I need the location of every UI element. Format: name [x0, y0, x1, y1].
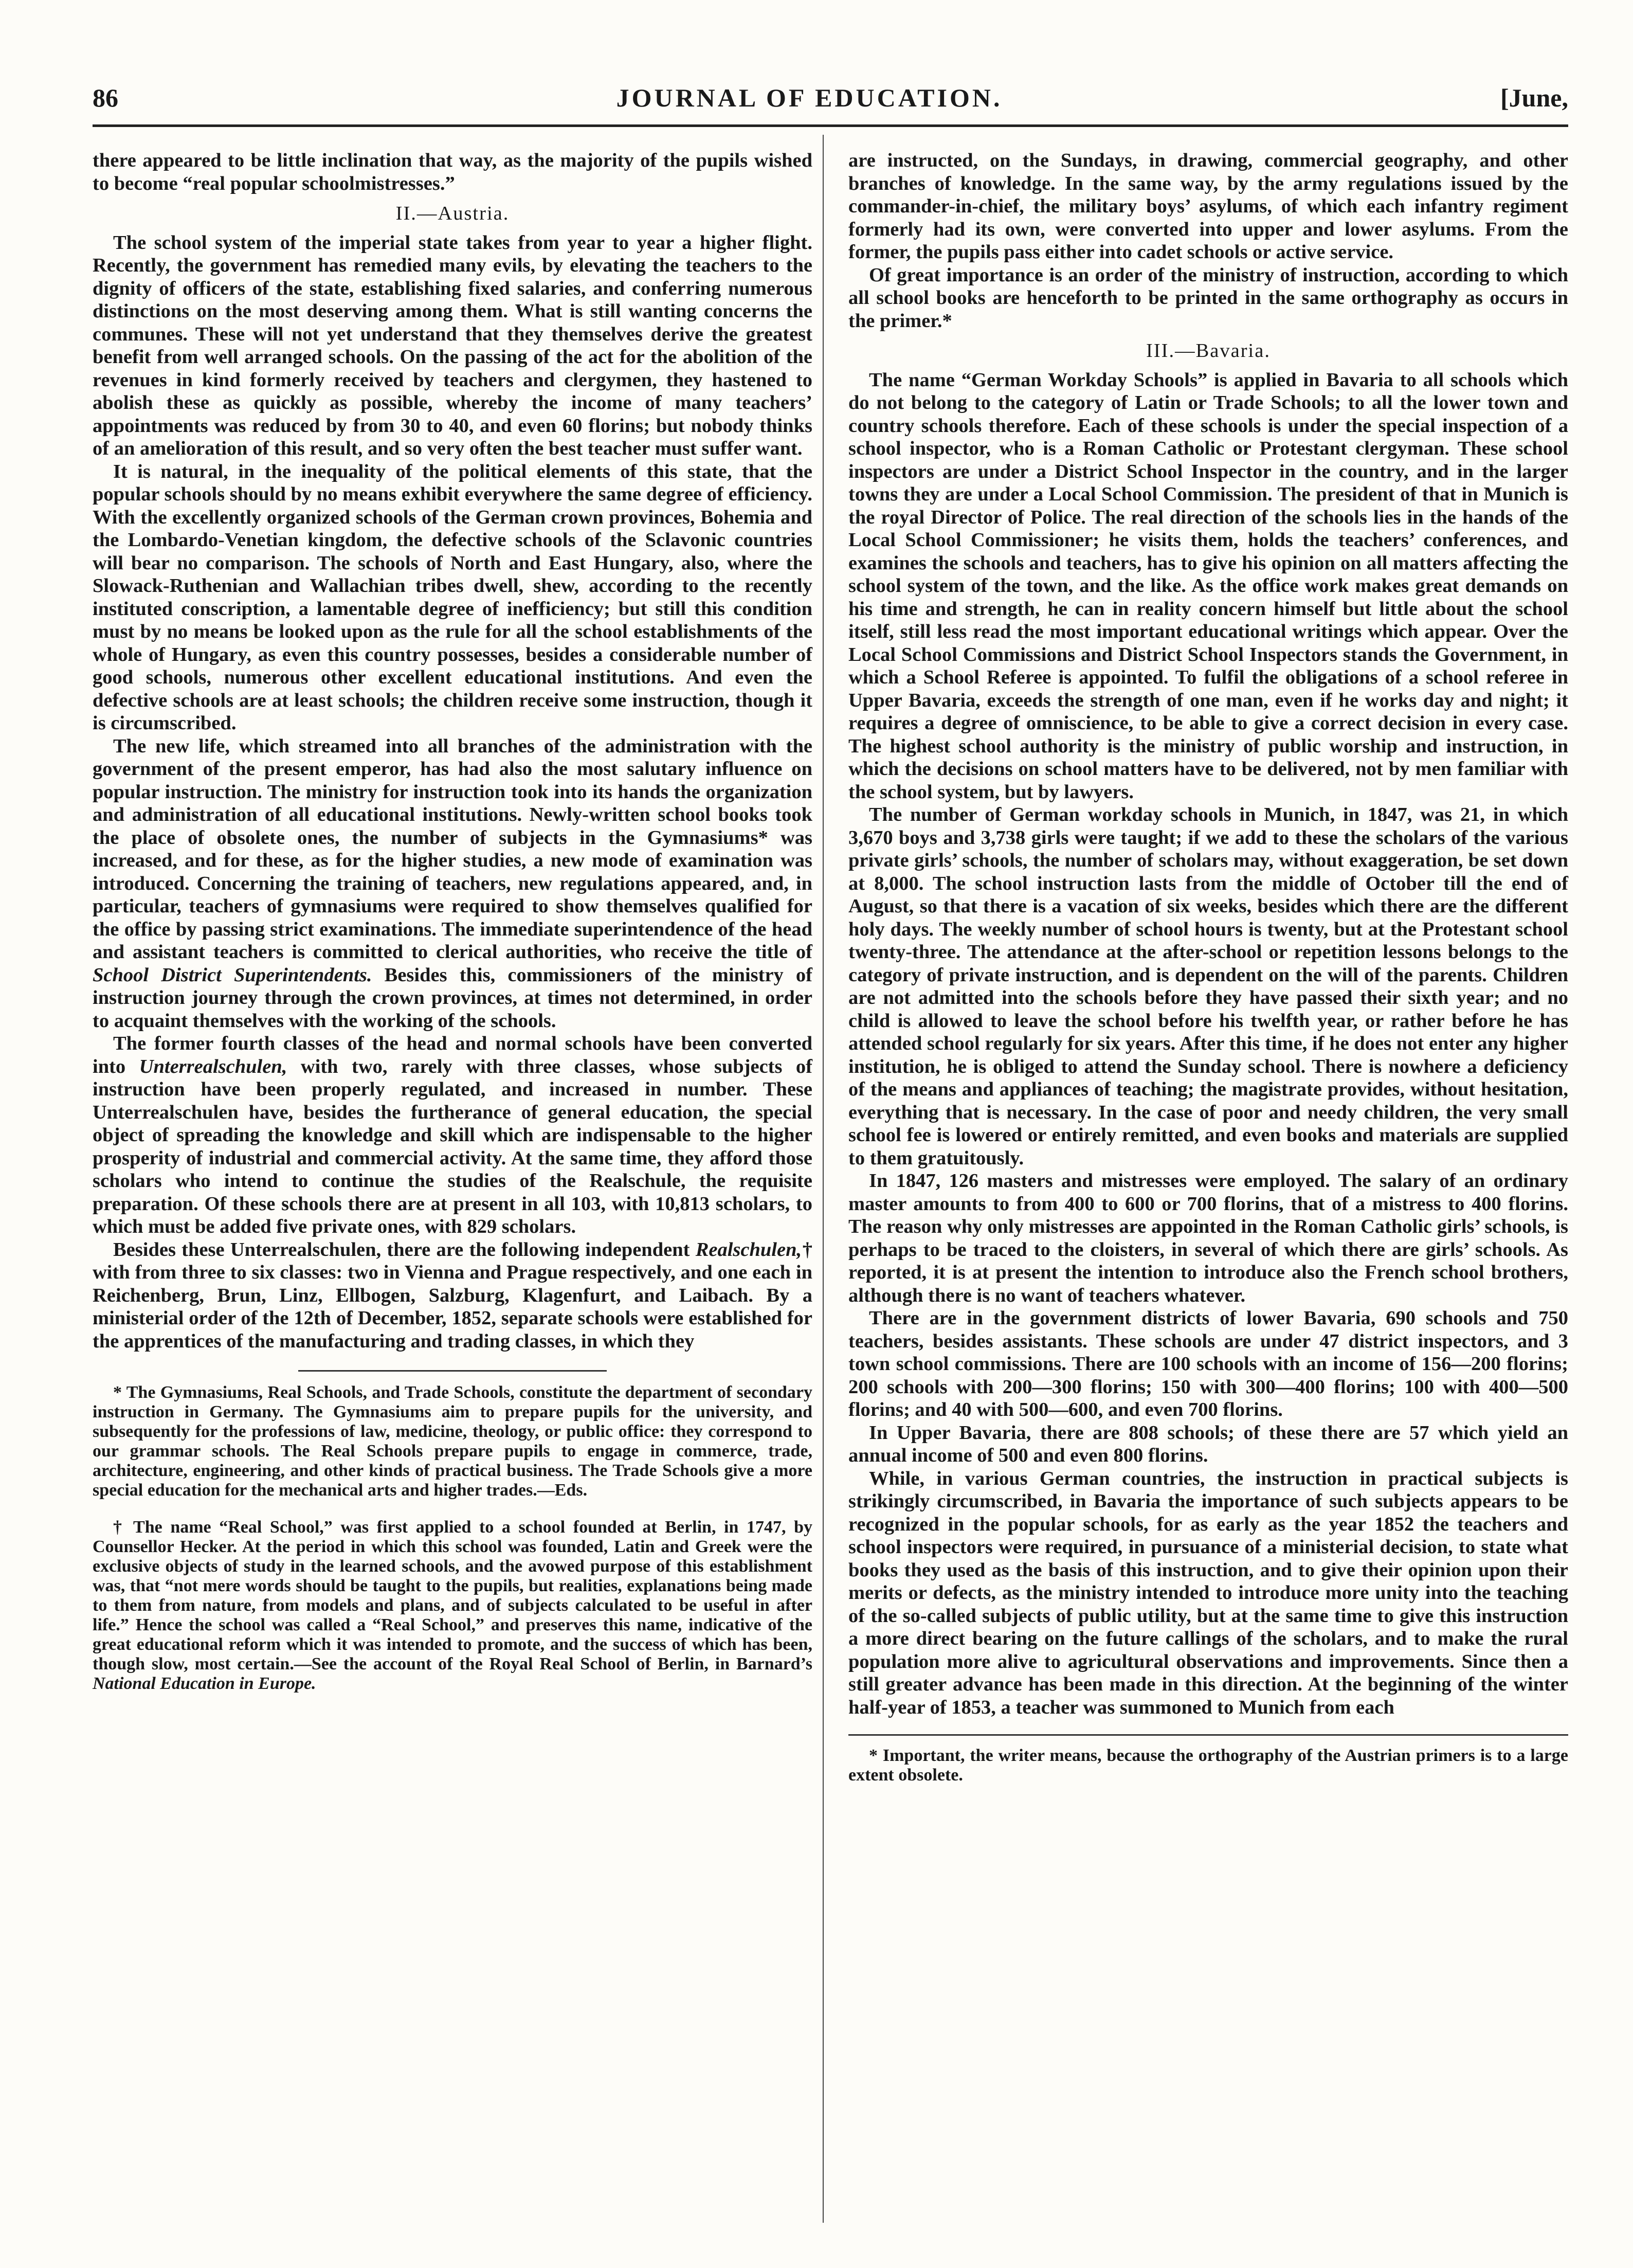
- footnote-rule: [848, 1734, 1568, 1736]
- paragraph: The number of German workday schools in Munich, in 1847, was 21, in which 3,670 boys and 3,738 girls were taught; if we add to these the scholars of the various private girls’ schools, the number of scholars may, without exaggeration, be set down at 8,000. The school instruction lasts from the middle of October till the end of August, so that there is a vacation of six weeks, besides which there are the different holy days. The weekly number of school hours is twenty, but at the Protestant school twenty-three. The attendance at the after-school or repetition lessons belongs to the category of private instruction, and is dependent on the will of the parents. Children are not admitted into the schools before they have passed their sixth year; and no child is allowed to leave the school before his twelfth year, or rather before he has attended school regularly for six years. After this time, if he does not enter any higher institution, he is obliged to attend the Sunday school. There is nowhere a deficiency of the means and appliances of teaching; the magistrate provides, without hesitation, everything that is necessary. In the case of poor and needy children, the very small school fee is lowered or entirely remitted, and even books and materials are supplied to them gratuitously.: [848, 804, 1568, 1169]
- footnotes-right: [848, 1734, 1568, 1785]
- paragraph: [93, 1032, 812, 1238]
- footnote-rule: [298, 1370, 607, 1372]
- paragraph: In 1847, 126 masters and mistresses were employed. The salary of an ordinary master amounts to from 400 to 600 or 700 florins, that of a mistress to 400 florins. The reason why only mistresses are appointed in the Roman Catholic girls’ schools, is perhaps to be traced to the cloisters, in several of which there are girls’ schools. As reported, it is at present the intention to introduce also the French school brothers, although there is no want of teachers whatever.: [848, 1170, 1568, 1306]
- italic-run: Realschulen,: [695, 1238, 802, 1261]
- paragraph: While, in various German countries, the instruction in practical subjects is strikingly circumscribed, in Bavaria the importance of such subjects appears to be recognized in the popular schools, for as early as the year 1852 the teachers and school inspectors were required, in pursuance of a ministerial decision, to state what books they used as the basis of this instruction, and to give their opinion upon their merits or defects, as the ministry intended to introduce more unity into the teaching of the so-called subjects of public utility, but at the same time to give this instruction a more direct bearing on the future callings of the scholars, and to make the rural population more alive to agricultural observations and improvements. Since then a still greater advance has been made in this direction. At the beginning of the winter half-year of 1853, a teacher was summoned to Munich from each: [848, 1467, 1568, 1718]
- paragraph: The name “German Workday Schools” is applied in Bavaria to all schools which do not belong to the category of Latin or Trade Schools; to all the lower town and country schools therefore. Each of these schools is under the special inspection of a school inspector, who is a Roman Catholic or Protestant clergyman. These school inspectors are under a District School Inspector in the country, and in the larger towns they are under a Local School Commission. The president of that in Munich is the royal Director of Police. The real direction of the schools lies in the hands of the Local School Commissioner; he visits them, holds the teachers’ conferences, and examines the schools and teachers, has to give his opinion on all matters affecting the school system of the town, and the like. As the office work makes great demands on his time and strength, he can in reality concern himself but little about the school itself, still less read the most important educational writings which appear. Over the Local School Commissions and District School Inspectors stands the Government, in which a School Referee is appointed. To fulfil the obligations of a school referee in Upper Bavaria, exceeds the strength of one man, even if he works day and night; it requires a degree of omniscience, to be able to give a correct decision in every case. The highest school authority is the ministry of public worship and instruction, in which the decisions on school matters have to be delivered, not by men familiar with the school system, but by lawyers.: [848, 369, 1568, 803]
- footnote: * The Gymnasiums, Real Schools, and Trade Schools, constitute the department of secondary instruction in Germany. The Gymnasiums aim to prepare pupils for the university, and subsequently for the professions of law, medicine, theology, or public office: they correspond to our grammar schools. The Real Schools prepare pupils to engage in commerce, trade, architecture, engineering, and other kinds of practical business. The Trade Schools give a more special education for the mechanical arts and higher trades.—Eds.: [93, 1383, 812, 1500]
- paragraph: [93, 735, 812, 1033]
- footnotes-left: [93, 1370, 812, 1694]
- footnote: * Important, the writer means, because the orthography of the Austrian primers is to a large extent obsolete.: [848, 1746, 1568, 1785]
- paragraph: In Upper Bavaria, there are 808 schools; of these there are 57 which yield an annual income of 500 and even 800 florins.: [848, 1421, 1568, 1466]
- journal-title: JOURNAL OF EDUCATION.: [616, 83, 1003, 112]
- paragraph: It is natural, in the inequality of the political elements of this state, that the popular schools should by no means exhibit everywhere the same degree of efficiency. With the excellently organized schools of the German crown provinces, Bohemia and the Lombardo-Venetian kingdom, the defective schools of the Sclavonic countries will bear no comparison. The schools of North and East Hungary, also, where the Slowack-Ruthenian and Wallachian tribes dwell, shew, according to the recently instituted conscription, a lamentable degree of inefficiency; but still this condition must by no means be looked upon as the rule for all the school establishments of the whole of Hungary, as even this country possesses, besides a considerable number of good schools, numerous other excellent educational institutions. And even the defective schools are at least schools; the children receive some instruction, though it is circumscribed.: [93, 460, 812, 734]
- paragraph: are instructed, on the Sundays, in drawing, commercial geography, and other branches of knowledge. In the same way, by the army regulations issued by the commander-in-chief, the military boys’ asylums, of which each infantry regiment formerly had its own, were converted into upper and lower asylums. From the former, the pupils pass either into cadet schools or active service.: [848, 150, 1568, 263]
- text-run: The new life, which streamed into all branches of the administration with the government of the present emperor, has had also the most salutary influence on popular instruction. The ministry for instruction took into its hands the organization and administration of all educational institutions. Newly-written school books took the place of obsolete ones, the number of subjects in the Gymnasiums* was increased, and for these, as for the higher studies, a new mode of examination was introduced. Concerning the training of teachers, new regulations appeared, and, in particular, teachers of gymnasiums were required to show themselves qualified for the office by passing strict examinations. The immediate superintendence of the head and assistant teachers is committed to clerical authorities, who receive the title of: [93, 735, 812, 963]
- section-heading-austria: II.—Austria.: [395, 203, 510, 224]
- paragraph: The school system of the imperial state takes from year to year a higher flight. Recently, the government has remedied many evils, by elevating the teachers to the dignity of officers of the state, establishing fixed salaries, and conferring numerous distinctions on the most deserving among them. What is still wanting concerns the communes. These will not yet understand that they themselves derive the greatest benefit from well arranged schools. On the passing of the act for the abolition of the revenues in kind formerly received by teachers and clergymen, they hastened to abolish these as quickly as possible, whereby the income of many teachers’ appointments was reduced by from 30 to 40, and even 60 florins; but nobody thinks of an amelioration of this result, and so very often the best teacher must suffer want.: [93, 231, 812, 459]
- italic-run: National Education in Europe.: [93, 1674, 316, 1693]
- column-divider: [823, 135, 824, 2223]
- right-column: [848, 149, 1568, 1803]
- left-column: [93, 149, 812, 1711]
- paragraph: Of great importance is an order of the ministry of instruction, according to which all school books are henceforth to be printed in the same orthography as occurs in the primer.*: [848, 264, 1568, 332]
- italic-run: Unterrealschulen,: [139, 1055, 287, 1077]
- page-number: 86: [93, 83, 118, 112]
- footnote: [93, 1518, 812, 1694]
- paragraph: there appeared to be little inclination that way, as the majority of the pupils wished to become “real popular schoolmistresses.”: [93, 150, 812, 194]
- running-header: [93, 77, 1568, 118]
- text-run: The former fourth classes of the head and normal schools have been converted into: [93, 1033, 812, 1077]
- paragraph: [93, 1238, 812, 1353]
- italic-run: School District Superintendents.: [93, 964, 372, 986]
- text-run: with two, rarely with three classes, whose subjects of instruction have been properly regulated, and increased in number. These Unterrealschulen have, besides the furtherance of general education, the special object of spreading the knowledge and skill which are indispensable to the higher prosperity of industrial and commercial activity. At the same time, they afford those scholars who intend to continue the studies of the Realschule, the requisite preparation. Of these schools there are at present in all 103, with 10,813 scholars, to which must be added five private ones, with 829 scholars.: [93, 1055, 812, 1237]
- text-run: † The name “Real School,” was first applied to a school founded at Berlin, in 1747, by Counsellor Hecker. At the period in which this school was founded, Latin and Greek were the exclusive objects of study in the learned schools, and the avowed purpose of this establishment was, that “not mere words should be taught to the pupils, but realities, explanations being made to them from nature, from models and plans, and of subjects calculated to be useful in after life.” Hence the school was called a “Real School,” and preserves this name, indicative of the great educational reform which it was intended to promote, and the success of which has been, though slow, most certain.—See the account of the Royal Real School of Berlin, in Barnard’s: [93, 1518, 812, 1673]
- section-heading-bavaria: III.—Bavaria.: [1146, 340, 1271, 362]
- text-run: † with from three to six classes: two in Vienna and Prague respectively, and one each in Reichenberg, Brun, Linz, Ellbogen, Salzburg, Klagenfurt, and Laibach. By a ministerial order of the 12th of December, 1852, separate schools were established for the apprentices of the manufacturing and trading classes, in which they: [93, 1238, 813, 1352]
- header-month: [June,: [1500, 83, 1568, 112]
- text-run: Besides this, commissioners of the ministry of instruction journey through the crown provinces, at times not determined, in order to acquaint themselves with the working of the schools.: [93, 964, 812, 1032]
- paragraph: There are in the government districts of lower Bavaria, 690 schools and 750 teachers, besides assistants. These schools are under 47 district inspectors, and 3 town school commissions. There are 100 schools with an income of 156—200 florins; 200 schools with 200—300 florins; 150 with 300—400 florins; 100 with 400—500 florins; and 40 with 500—600, and even 700 florins.: [848, 1307, 1568, 1420]
- text-run: Besides these Unterrealschulen, there are the following independent: [113, 1238, 696, 1261]
- header-rule: [93, 124, 1568, 127]
